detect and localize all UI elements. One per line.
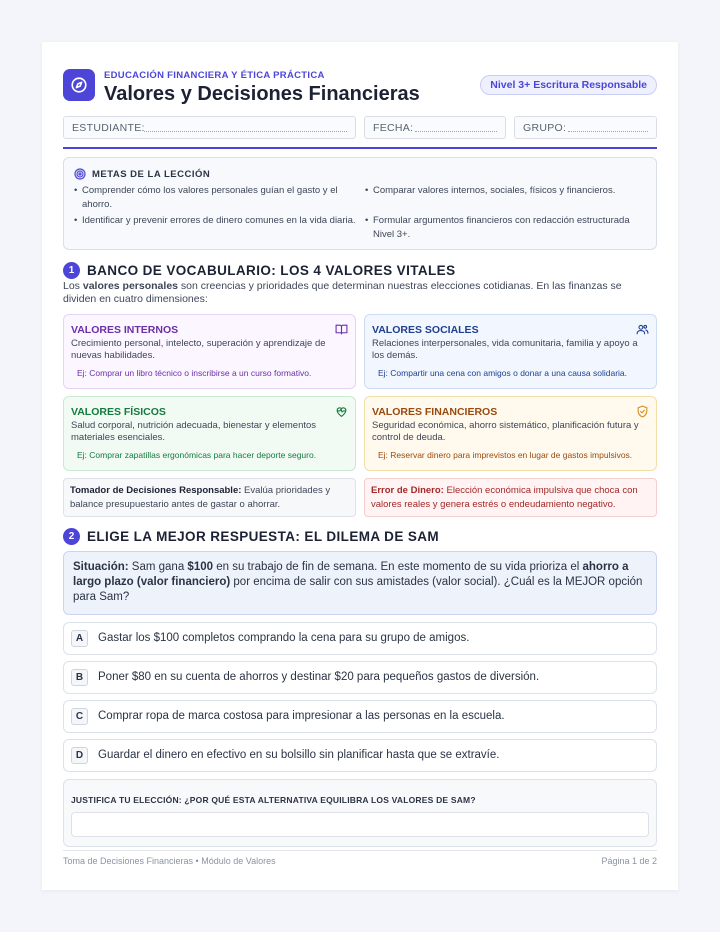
card-example: Ej: Reservar dinero para imprevistos en lugar de gastos impulsivos.	[378, 450, 633, 460]
card-example: Ej: Compartir una cena con amigos o donar a una causa solidaria.	[378, 368, 628, 378]
option-a[interactable]	[63, 622, 657, 655]
card-social-values	[364, 314, 657, 389]
card-title: VALORES FINANCIEROS	[372, 406, 498, 418]
card-physical-values	[63, 396, 356, 471]
page-footer	[63, 850, 657, 866]
section-title: BANCO DE VOCABULARIO: LOS 4 VALORES VITALES	[87, 263, 456, 278]
definition-term: Tomador de Decisiones Responsable:	[70, 485, 242, 496]
card-example: Ej: Comprar un libro técnico o inscribirse a un curso formativo.	[77, 368, 312, 378]
option-letter: A	[71, 630, 88, 647]
heart-pulse-icon	[335, 405, 348, 418]
page-number: Página 1 de 2	[601, 856, 657, 866]
option-c[interactable]	[63, 700, 657, 733]
situation-amount: $100	[187, 561, 214, 573]
card-financial-values	[364, 396, 657, 471]
card-description: Seguridad económica, ahorro sistemático, planificación futura y control de deuda.	[372, 420, 639, 443]
header-divider	[63, 147, 657, 149]
intro-text: Los	[63, 280, 83, 292]
definition-term: Error de Dinero:	[371, 485, 444, 496]
definition-responsible-decision-maker	[63, 478, 356, 517]
option-letter: C	[71, 708, 88, 725]
justification-label: JUSTIFICA TU ELECCIÓN: ¿POR QUÉ ESTA ALTERNATIVA EQUILIBRA LOS VALORES DE SAM?	[71, 795, 476, 805]
goal-item: • Comparar valores internos, sociales, físicos y financieros.	[365, 184, 650, 198]
card-description: Salud corporal, nutrición adecuada, bienestar y elementos materiales esenciales.	[71, 420, 317, 443]
goal-item: • Comprender cómo los valores personales guían el gasto y el ahorro.	[74, 184, 354, 212]
page-title: Valores y Decisiones Financieras	[104, 83, 420, 105]
option-letter: B	[71, 669, 88, 686]
intro-term: valores personales	[82, 280, 178, 292]
date-field-label: FECHA:	[373, 122, 414, 134]
group-field[interactable]	[514, 116, 657, 139]
section-title: ELIGE LA MEJOR RESPUESTA: EL DILEMA DE SAM	[87, 529, 440, 544]
justification-box	[63, 779, 657, 847]
vocabulary-intro	[63, 280, 657, 306]
student-field-line	[144, 131, 347, 132]
section-2-heading	[63, 528, 439, 545]
worksheet-page	[42, 42, 678, 890]
card-description: Relaciones interpersonales, vida comunitaria, familia y apoyo a los demás.	[372, 338, 638, 361]
student-field[interactable]	[63, 116, 356, 139]
option-letter: D	[71, 747, 88, 764]
student-info-fields	[63, 116, 657, 139]
target-icon	[74, 168, 86, 180]
option-text: Comprar ropa de marca costosa para impresionar a las personas en la escuela.	[98, 710, 505, 722]
date-field[interactable]	[364, 116, 506, 139]
card-title: VALORES SOCIALES	[372, 324, 479, 336]
goal-item: • Formular argumentos financieros con redacción estructurada Nivel 3+.	[365, 214, 635, 242]
group-field-label: GRUPO:	[523, 122, 567, 134]
users-icon	[636, 323, 649, 336]
card-internal-values	[63, 314, 356, 389]
lesson-goals-box	[63, 157, 657, 250]
option-text: Gastar los $100 completos comprando la cena para su grupo de amigos.	[98, 632, 470, 644]
option-text: Guardar el dinero en efectivo en su bolsillo sin planificar hasta que se extravíe.	[98, 749, 500, 761]
section-number: 2	[63, 528, 80, 545]
compass-icon	[63, 69, 95, 101]
situation-priority: ahorro a largo plazo (valor financiero)	[73, 561, 629, 588]
card-title: VALORES INTERNOS	[71, 324, 179, 336]
shield-icon	[636, 405, 649, 418]
option-d[interactable]	[63, 739, 657, 772]
intro-text: son creencias y prioridades que determinan nuestras elecciones cotidianas. En las finanzas se dividen en cuatro dimensiones:	[63, 280, 622, 305]
section-number: 1	[63, 262, 80, 279]
goal-item: • Identificar y prevenir errores de dinero comunes en la vida diaria.	[74, 214, 359, 228]
situation-text: en su trabajo de fin de semana. En este momento de su vida prioriza el	[213, 561, 583, 573]
eyebrow-label: EDUCACIÓN FINANCIERA Y ÉTICA PRÁCTICA	[104, 70, 325, 81]
card-example: Ej: Comprar zapatillas ergonómicas para hacer deporte seguro.	[77, 450, 317, 460]
option-text: Poner $80 en su cuenta de ahorros y destinar $20 para pequeños gastos de diversión.	[98, 671, 540, 683]
goals-title	[74, 168, 210, 180]
situation-label: Situación:	[73, 561, 129, 573]
level-badge: Nivel 3+ Escritura Responsable	[480, 75, 657, 95]
definition-money-error	[364, 478, 657, 517]
card-description: Crecimiento personal, intelecto, superación y aprendizaje de nuevas habilidades.	[71, 338, 326, 361]
group-field-line	[568, 131, 648, 132]
footer-module: Toma de Decisiones Financieras • Módulo de Valores	[63, 856, 276, 866]
header	[63, 69, 657, 109]
section-1-heading	[63, 262, 455, 279]
situation-text: por encima de salir con sus amistades (valor social). ¿Cuál es la MEJOR opción para Sam?	[73, 576, 643, 603]
book-icon	[335, 323, 348, 336]
definition-text: Evalúa prioridades y balance presupuestario antes de gastar o ahorrar.	[70, 485, 331, 510]
option-b[interactable]	[63, 661, 657, 694]
situation-box	[63, 551, 657, 615]
situation-text: Sam gana	[128, 561, 188, 573]
definition-text: Elección económica impulsiva que choca con valores reales y genera estrés o endeudamiento negativo.	[371, 485, 638, 510]
goals-title-text: METAS DE LA LECCIÓN	[92, 168, 211, 180]
card-title: VALORES FÍSICOS	[71, 406, 166, 418]
date-field-line	[415, 131, 497, 132]
page-content	[63, 69, 657, 866]
justification-input[interactable]	[71, 812, 649, 837]
student-field-label: ESTUDIANTE:	[72, 122, 145, 134]
